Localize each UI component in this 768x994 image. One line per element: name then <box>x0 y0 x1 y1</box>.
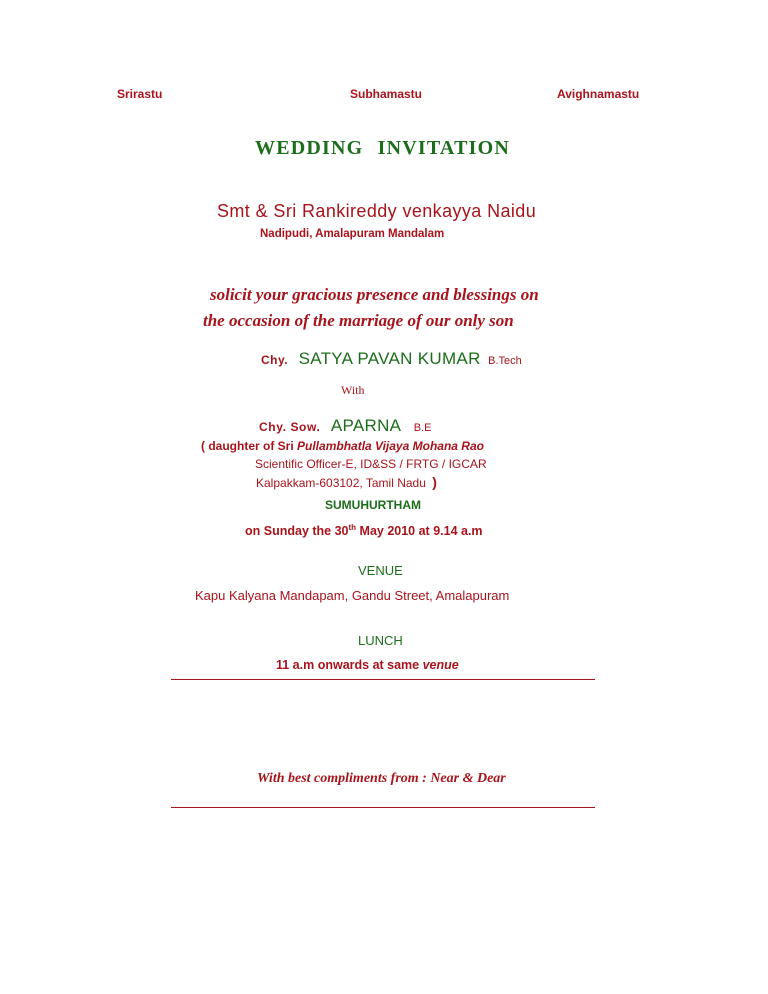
groom-name: SATYA PAVAN KUMAR <box>298 349 481 368</box>
header-avighnamastu: Avighnamastu <box>557 87 640 101</box>
muhurtham-date-pre: on Sunday the 30 <box>245 524 349 539</box>
bride-prefix: Chy. Sow. <box>259 420 321 434</box>
lunch-venue-word: venue <box>422 658 459 672</box>
bride-father-line <box>201 439 484 453</box>
muhurtham-heading: SUMUHURTHAM <box>325 498 421 512</box>
bride-degree: B.E <box>413 422 432 434</box>
muhurtham-date-sup: th <box>348 523 357 532</box>
bride-father-open: ( daughter of Sri <box>201 439 294 453</box>
bride-name: APARNA <box>330 416 402 435</box>
divider-top <box>171 679 595 680</box>
compliments: With best compliments from : Near & Dear <box>257 771 506 786</box>
muhurtham-date <box>245 523 483 538</box>
blessing-line-2: the occasion of the marriage of our only son <box>203 311 514 330</box>
hosts-place: Nadipudi, Amalapuram Mandalam <box>260 228 445 240</box>
bride-father-name: Pullambhatla Vijaya Mohana Rao <box>297 439 484 453</box>
blessing-line-1: solicit your gracious presence and blessings on <box>210 285 539 304</box>
lunch-text-line <box>276 658 459 672</box>
page-title: WEDDING INVITATION <box>255 137 511 159</box>
bride-father-address: Kalpakkam-603102, Tamil Nadu <box>256 476 426 490</box>
muhurtham-date-post: May 2010 at 9.14 a.m <box>356 524 483 539</box>
lunch-text: 11 a.m onwards at same <box>276 658 423 672</box>
lunch-heading: LUNCH <box>358 633 403 648</box>
bride-father-close: ) <box>432 474 437 490</box>
hosts-name: Smt & Sri Rankireddy venkayya Naidu <box>217 201 537 221</box>
divider-bottom <box>171 807 595 808</box>
header-srirastu: Srirastu <box>117 87 163 101</box>
bride-father-address-line <box>256 474 437 490</box>
groom-line <box>261 349 522 369</box>
venue-heading: VENUE <box>358 563 403 578</box>
with-label: With <box>341 383 365 397</box>
bride-line <box>259 416 432 436</box>
header-subhamastu: Subhamastu <box>350 87 423 101</box>
venue-address: Kapu Kalyana Mandapam, Gandu Street, Amalapuram <box>195 588 510 603</box>
groom-degree: B.Tech <box>488 355 522 367</box>
groom-prefix: Chy. <box>261 353 289 367</box>
bride-father-title: Scientific Officer-E, ID&SS / FRTG / IGCAR <box>255 457 487 471</box>
